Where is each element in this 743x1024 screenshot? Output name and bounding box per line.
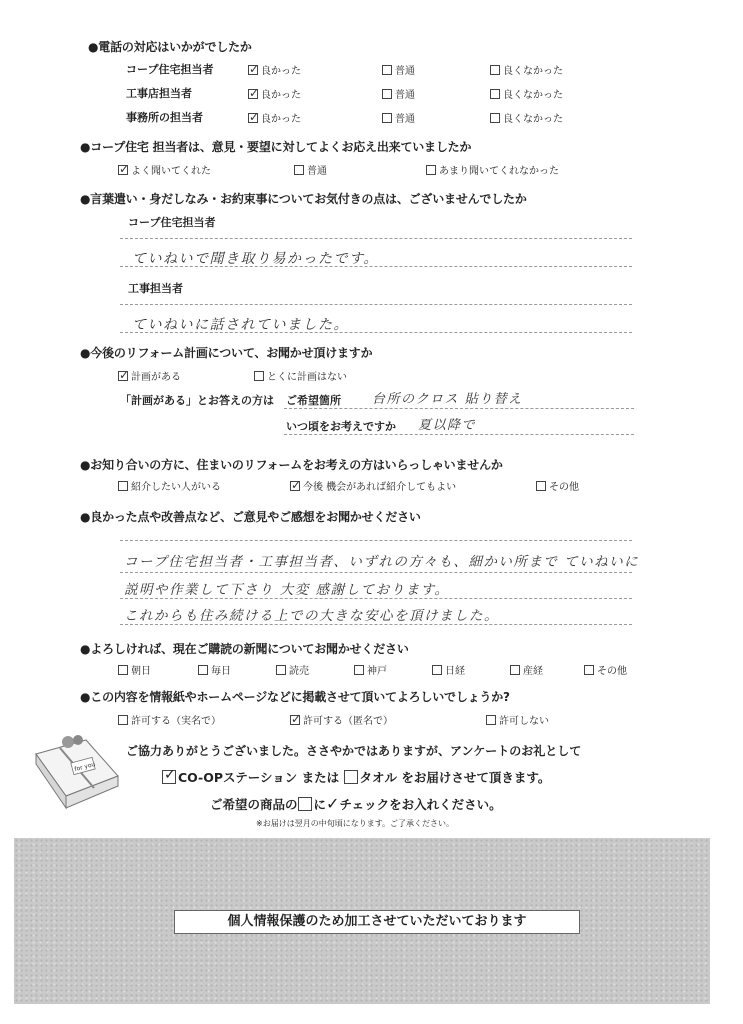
q8-option-label: 許可する（匿名で） — [303, 716, 393, 727]
q7-option-label: 読売 — [289, 666, 309, 677]
q1-checkbox[interactable] — [248, 89, 258, 99]
q7-option[interactable] — [510, 662, 543, 677]
dotted-line — [120, 598, 632, 599]
q7-checkbox[interactable] — [118, 665, 128, 675]
q1-checkbox[interactable] — [382, 65, 392, 75]
coop-station-label: CO-OPステーション — [178, 770, 298, 785]
q2-option-label: よく聞いてくれた — [131, 166, 211, 177]
q1-option[interactable] — [382, 62, 415, 77]
dotted-line — [120, 266, 632, 267]
q4-followup-label: 「計画がある」とお答えの方は — [120, 394, 274, 407]
towel-checkbox[interactable] — [344, 770, 358, 784]
thanks-line-1: ご協力ありがとうございました。ささやかではありますが、アンケートのお礼として — [126, 744, 582, 758]
dotted-line — [120, 332, 632, 333]
q7-checkbox[interactable] — [584, 665, 594, 675]
q1-option-label: 良くなかった — [503, 66, 563, 77]
check-mark-icon: ✓ — [326, 794, 340, 813]
q7-checkbox[interactable] — [198, 665, 208, 675]
q5-option-label: 今後 機会があれば紹介してもよい — [303, 482, 457, 493]
towel-label: タオル — [359, 770, 398, 785]
q8-checkbox[interactable] — [486, 715, 496, 725]
q1-option-label: 普通 — [395, 114, 415, 125]
q1-option[interactable] — [382, 110, 415, 125]
q8-option-label: 許可する（実名で） — [131, 716, 221, 727]
dotted-line — [120, 238, 632, 239]
q1-option[interactable] — [382, 86, 415, 101]
q2-option[interactable] — [426, 162, 559, 177]
q2-option[interactable] — [118, 162, 211, 177]
coop-station-checkbox[interactable] — [162, 770, 176, 784]
q1-option-label: 良かった — [261, 114, 301, 125]
thanks-line-2-tail: をお届けさせて頂きます。 — [401, 770, 551, 785]
dotted-line — [120, 304, 632, 305]
q5-option-label: 紹介したい人がいる — [131, 482, 221, 493]
q7-option[interactable] — [432, 662, 465, 677]
q1-option-label: 良かった — [261, 66, 301, 77]
example-box — [298, 797, 312, 811]
q7-option-label: その他 — [597, 666, 627, 677]
q2-option[interactable] — [294, 162, 327, 177]
q4-checkbox[interactable] — [254, 371, 264, 381]
q1-option-label: 良かった — [261, 90, 301, 101]
q6-line-3: これからも住み続ける上での大きな安心を頂けました。 — [124, 608, 499, 624]
dotted-line — [120, 624, 632, 625]
q5-checkbox[interactable] — [536, 481, 546, 491]
q8-option[interactable] — [118, 712, 221, 727]
q5-option[interactable] — [118, 478, 221, 493]
q4-option-label: とくに計画はない — [267, 372, 347, 383]
q4-option-label: 計画がある — [131, 372, 181, 383]
or-label: または — [301, 770, 340, 785]
q8-option[interactable] — [290, 712, 393, 727]
gift-box-icon — [32, 732, 122, 812]
dotted-line — [284, 408, 634, 409]
q1-title: ●電話の対応はいかがでしたか — [88, 40, 252, 54]
q1-option[interactable] — [248, 62, 301, 77]
q7-option[interactable] — [276, 662, 309, 677]
q1-option[interactable] — [248, 110, 301, 125]
q3-answer-construction: ていねいに話されていました。 — [132, 317, 349, 333]
q7-option-label: 日経 — [445, 666, 465, 677]
dotted-line — [284, 434, 634, 435]
thanks-line-3-c: チェックをお入れください。 — [339, 797, 502, 812]
q1-checkbox[interactable] — [248, 113, 258, 123]
q1-option[interactable] — [490, 110, 563, 125]
q4-option[interactable] — [118, 368, 181, 383]
q3-label-construction: 工事担当者 — [128, 282, 183, 295]
q7-option-label: 産経 — [523, 666, 543, 677]
q4-place-label: ご希望箇所 — [286, 394, 341, 407]
thanks-line-3 — [210, 794, 502, 813]
q8-checkbox[interactable] — [290, 715, 300, 725]
privacy-mask-area — [14, 838, 710, 1004]
q5-option[interactable] — [536, 478, 579, 493]
q7-checkbox[interactable] — [432, 665, 442, 675]
q1-checkbox[interactable] — [382, 89, 392, 99]
q5-title: ●お知り合いの方に、住まいのリフォームをお考えの方はいらっしゃいませんか — [80, 458, 503, 472]
q4-when-answer: 夏以降で — [418, 418, 477, 433]
delivery-note: ※お届けは翌月の中旬頃になります。ご了承ください。 — [256, 819, 455, 828]
q7-title: ●よろしければ、現在ご購読の新聞についてお聞かせください — [80, 642, 409, 656]
q1-checkbox[interactable] — [490, 65, 500, 75]
q5-checkbox[interactable] — [118, 481, 128, 491]
q2-title: ●コープ住宅 担当者は、意見・要望に対してよくお応え出来ていましたか — [80, 140, 472, 154]
q2-option-label: 普通 — [307, 166, 327, 177]
dotted-line — [120, 540, 632, 541]
q8-title: ●この内容を情報紙やホームページなどに掲載させて頂いてよろしいでしょうか? — [80, 690, 510, 704]
q1-option[interactable] — [490, 62, 563, 77]
q4-when-label: いつ頃をお考えですか — [286, 420, 396, 433]
thanks-line-3-a: ご希望の商品の — [210, 797, 298, 812]
q3-answer-coop: ていねいで聞き取り易かったです。 — [132, 251, 379, 267]
dotted-line — [120, 572, 632, 573]
q1-row-label: コープ住宅担当者 — [126, 63, 214, 76]
q4-option[interactable] — [254, 368, 347, 383]
q8-option[interactable] — [486, 712, 549, 727]
q1-option[interactable] — [490, 86, 563, 101]
q7-checkbox[interactable] — [276, 665, 286, 675]
q1-option-label: 良くなかった — [503, 114, 563, 125]
q2-checkbox[interactable] — [118, 165, 128, 175]
q6-title: ●良かった点や改善点など、ご意見やご感想をお聞かせください — [80, 510, 421, 524]
q1-checkbox[interactable] — [248, 65, 258, 75]
q7-checkbox[interactable] — [354, 665, 364, 675]
q1-checkbox[interactable] — [490, 89, 500, 99]
gift-tag: for you — [73, 760, 97, 774]
q3-label-coop: コープ住宅担当者 — [128, 216, 216, 229]
thanks-line-2 — [162, 768, 550, 786]
q7-option-label: 神戸 — [367, 666, 387, 677]
q8-option-label: 許可しない — [499, 716, 549, 727]
q5-checkbox[interactable] — [290, 481, 300, 491]
q1-option-label: 良くなかった — [503, 90, 563, 101]
q1-checkbox[interactable] — [382, 113, 392, 123]
q2-option-label: あまり聞いてくれなかった — [439, 166, 559, 177]
q7-option[interactable] — [584, 662, 627, 677]
q3-title: ●言葉遣い・身だしなみ・お約束事についてお気付きの点は、ございませんでしたか — [80, 192, 527, 206]
q5-option[interactable] — [290, 478, 456, 493]
q6-line-1: コープ住宅担当者・工事担当者、いずれの方々も、細かい所まで ていねいに — [124, 554, 640, 570]
q1-option-label: 普通 — [395, 90, 415, 101]
thanks-line-3-b: に — [313, 797, 327, 812]
q1-option-label: 普通 — [395, 66, 415, 77]
q7-option[interactable] — [198, 662, 231, 677]
q6-line-2: 説明や作業して下さり 大変 感謝しております。 — [124, 582, 450, 598]
privacy-notice: 個人情報保護のため加工させていただいております — [174, 910, 580, 934]
q1-row-label: 工事店担当者 — [126, 87, 192, 100]
q5-option-label: その他 — [549, 482, 579, 493]
q4-title: ●今後のリフォーム計画について、お聞かせ頂けますか — [80, 346, 373, 360]
q7-option[interactable] — [118, 662, 151, 677]
q7-option[interactable] — [354, 662, 387, 677]
q2-checkbox[interactable] — [426, 165, 436, 175]
q8-checkbox[interactable] — [118, 715, 128, 725]
q1-row-label: 事務所の担当者 — [126, 111, 203, 124]
q2-checkbox[interactable] — [294, 165, 304, 175]
q4-place-answer: 台所のクロス 貼り替え — [372, 392, 523, 407]
q7-option-label: 朝日 — [131, 666, 151, 677]
q7-option-label: 毎日 — [211, 666, 231, 677]
q1-option[interactable] — [248, 86, 301, 101]
q4-checkbox[interactable] — [118, 371, 128, 381]
q7-checkbox[interactable] — [510, 665, 520, 675]
q1-checkbox[interactable] — [490, 113, 500, 123]
